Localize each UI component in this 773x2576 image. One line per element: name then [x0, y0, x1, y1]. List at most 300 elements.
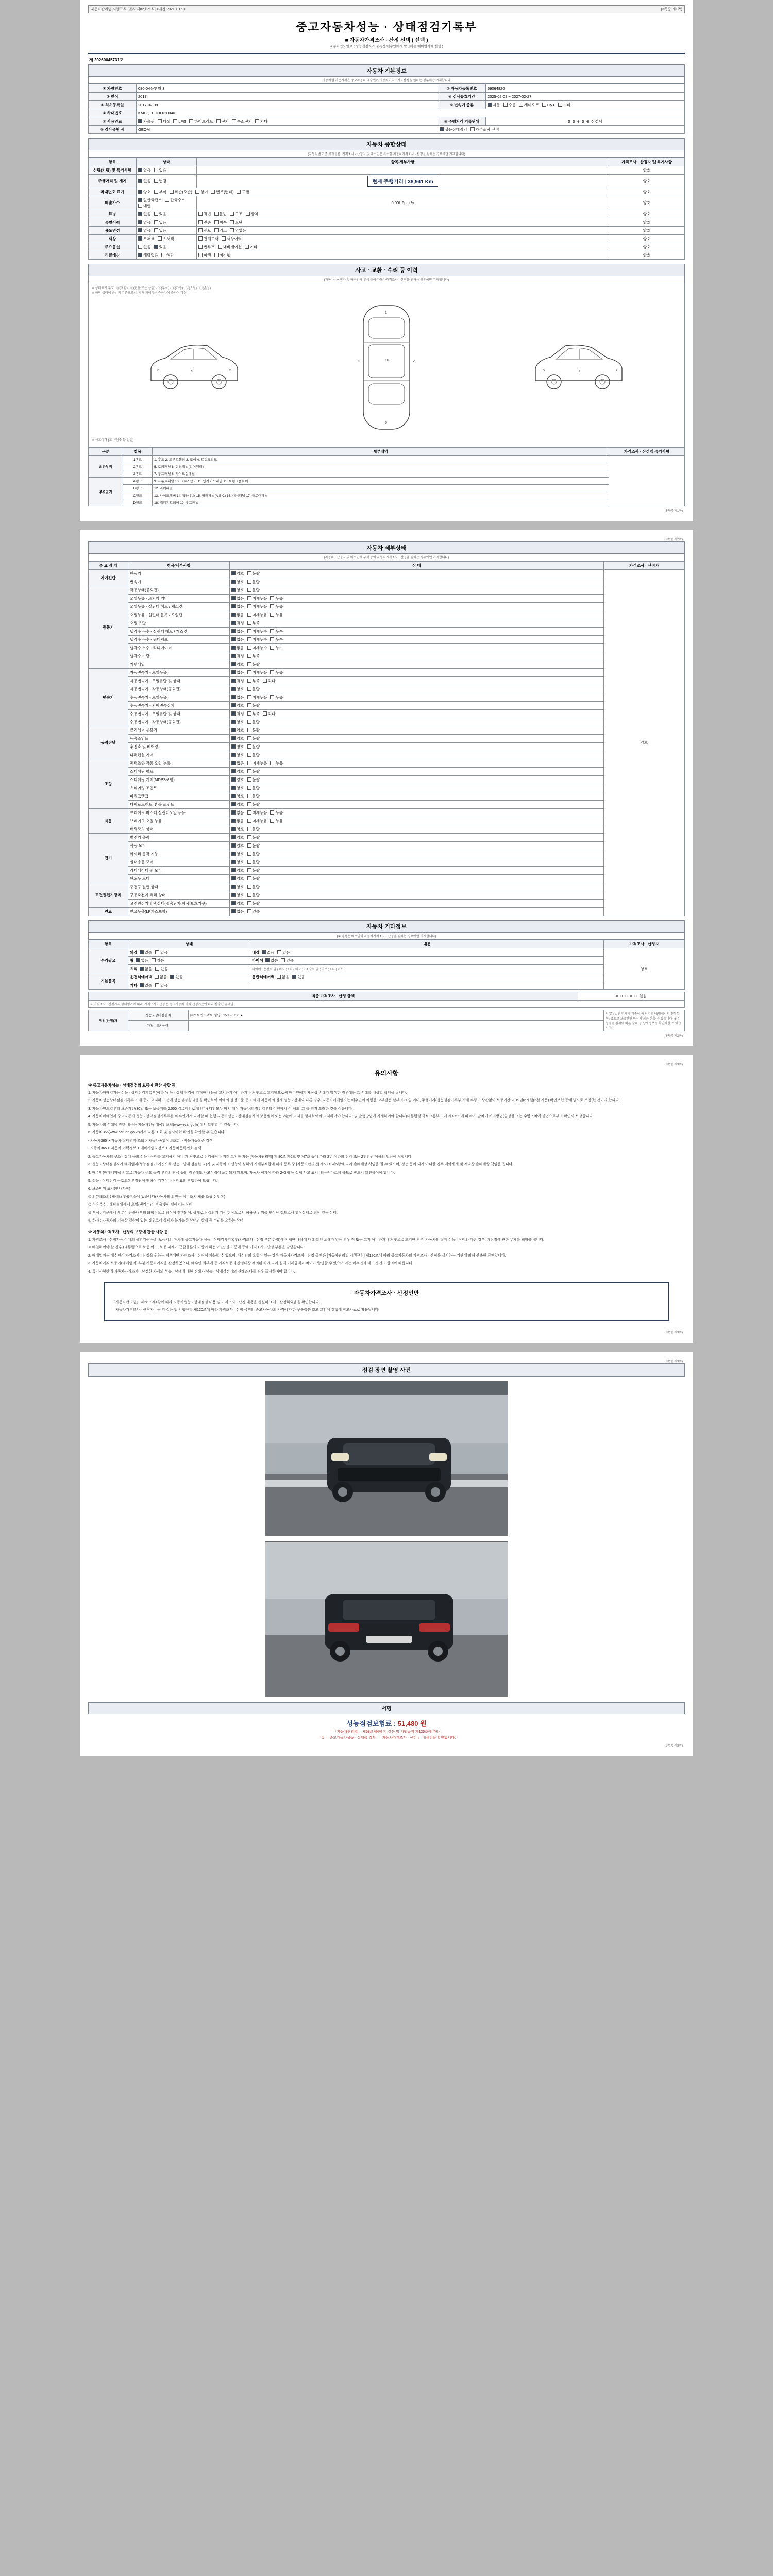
detail-item-state[interactable]: 양호 불량 [230, 800, 604, 808]
detail-item-label: 스티어링 기어(MDPS포함) [128, 775, 230, 784]
signer-group-label: 점검(산정)자 [89, 1010, 128, 1031]
overall-note-1: 양호 [609, 174, 685, 188]
detail-item-state[interactable]: 양호 불량 [230, 775, 604, 784]
detail-item-state[interactable]: 양호 불량 [230, 874, 604, 883]
table-row [89, 578, 685, 586]
table-row [89, 817, 685, 825]
signature-table [88, 1010, 685, 1031]
table-header-row [89, 447, 685, 455]
table-row [89, 109, 685, 117]
table-row [89, 188, 685, 196]
detail-item-state[interactable]: 양호 불량 [230, 883, 604, 891]
detail-item-label: 냉각수 누수 - 라디에이터 [128, 643, 230, 652]
section-title-basic: 자동차 기본정보 [88, 64, 685, 77]
table-row [89, 1000, 685, 1007]
detail-item-state[interactable]: 양호 불량 [230, 701, 604, 709]
table-row [89, 841, 685, 850]
document-description: 자동차인도일로 ( 성능점검자가 불특정 매수인에게 발급하는 매매업자에 한함 ) [330, 45, 443, 48]
table-row [89, 899, 685, 907]
photo-rear-illustration [265, 1542, 508, 1697]
notice-paragraph: 2. 중고자동차의 구조 · 장치 등의 성능 · 상태를 고지하지 아니 거 거짓으로 점검하거나 거짓 고지한 자는 [자동차관리법] 제 80조 제6호 및 제7조 등에 따라 2년 이하의 징역 또는 2천만원 이하의 벌금에 처합니다. [88, 1155, 413, 1159]
insurance-price-value: 51,480 원 [397, 1720, 427, 1728]
detail-group-4: 조향 [89, 759, 128, 808]
section-title-etc: 자동차 기타정보 [88, 920, 685, 933]
table-row [89, 166, 685, 174]
final-price-note: ※ 가격조사 · 산정가격 상태평가에 따라 '가격조사 · 산정'은 중고자동차 가격 산정기준에 따라 산출한 금액임 [89, 1000, 685, 1007]
table-row [89, 619, 685, 627]
etc-item-1b[interactable]: 타이어 없음 있음 [250, 956, 604, 964]
overall-col-0: 항목 [89, 158, 137, 166]
detail-item-label: 수동변속기 - 오일누유 [128, 693, 230, 701]
section-title-detail: 자동차 세부상태 [88, 541, 685, 554]
declaration-p0: 「자동차관리법」 제58조제4항에 따라 자동차성능 · 상태점검 내용 및 가격조사 · 산정 내용을 성실히 조사 · 산정하였음을 확인합니다. [112, 1300, 320, 1304]
detail-item-state[interactable]: 양호 불량 [230, 660, 604, 668]
detail-item-label: 변속기 [128, 578, 230, 586]
photo-front-illustration [265, 1381, 508, 1536]
price-summary-table [88, 992, 685, 1008]
table-row [89, 850, 685, 858]
table-row [89, 594, 685, 602]
detail-item-label: 실내송풍 모터 [128, 858, 230, 866]
etc-item-1[interactable]: 휠 없음 있음 [128, 956, 250, 964]
table-row [89, 477, 685, 484]
table-row [89, 218, 685, 226]
notice-paragraph: 6. 자동차365(www.car365.go.kr)에서 교통 조회 및 검사이력 확인을 확인할 수 있습니다. [88, 1131, 226, 1135]
detail-item-label: 배력장치 상태 [128, 825, 230, 833]
rank-level-3: A랭크 [123, 477, 153, 484]
etc-item-2[interactable]: 유리 없음 있음 [128, 964, 250, 973]
detail-item-label: 오일누유 - 로커암 커버 [128, 594, 230, 602]
section-note-detail: (자동차 · 산정자 및 매수인에 부식 등이 자동차가격조사 · 산정을 원하는 경우에만 기재합니다) [88, 554, 685, 561]
table-row [89, 964, 685, 973]
notice-paragraph: - 자동차365 > 자동차 이력정보 > 매매사업자정보 > 자동차등록번호 검색 [88, 1147, 201, 1151]
notice-paragraph: 3. 자동차가격 보증기(매매업자) 부분 자동차가격을 산정하였으나, 매수인 회부에 등 가격보증의 산정대상 제외된 바에 따라 실제 거래금액과 차이가 발생할 수 있으며 이는 매수인과 매도인 간의 합의에 따릅니다. [88, 1262, 414, 1266]
notice-paragraph: 4. 자동차매매업자 중고자동차 성능 · 상태점검기록부를 매수인에게 교지할 때 현행 자동차성능 · 상태점검자의 보증범위 또는교환에 고시를 함께하여야 고지하여야 합니다. 및 발행방법에 기재하여야 합니다(대통령령 국토교통부 고시 제4-5조에 따르며, 발치이 처리방법(일정한 또는 수량조치에 불법으로부터 확인이 보장합니다. [88, 1115, 594, 1119]
basic-label-4: ⑧ 사용연료 [89, 117, 137, 125]
table-row [89, 718, 685, 726]
detail-group-7: 고전원전기장치 [89, 883, 128, 907]
detail-item-label: 와이퍼 동작 기능 [128, 850, 230, 858]
overall-detail-6[interactable]: 렌트 리스 영업용 [197, 226, 609, 234]
basic-value-0: 080-04뉴엠월 3 [137, 84, 438, 92]
detail-col-1: 항목/세부사항 [128, 561, 230, 569]
rank-col-1: 항목 [123, 447, 153, 455]
detail-item-label: 스티어링 펌프 [128, 767, 230, 775]
overall-state-8[interactable]: 없음 있음 [137, 243, 197, 251]
basic-value-1b: 2025-02-08 ~ 2027-02-27 [486, 92, 685, 100]
table-row [89, 800, 685, 808]
overall-state-0[interactable]: 없음 있음 [137, 166, 197, 174]
detail-item-state[interactable]: 없음 미세누유 누유 [230, 611, 604, 619]
detail-item-state[interactable]: 적정 부족 [230, 652, 604, 660]
detail-item-state[interactable]: 양호 불량 [230, 899, 604, 907]
section-note-overall: (자동차법 기준 주행물론, 가격조사 · 산정자 및 매수인은 특수한 자동차가격조사 · 산정을 원하는 경우에만 기재합니다) [88, 150, 685, 158]
table-row [89, 210, 685, 218]
notice-paragraph: 4. 매수인(매매계약을 시고로 자동차 주요 골격 부위의 판금 등의 경우에도 사고이력에 포함되지 않으며, 자동차 평가에 따라 2~3개 등 실제 사고 표시 내용은 다르게 하므로 반드시 확인하여야 합니다. [88, 1171, 395, 1175]
detail-group-3: 동력전달 [89, 726, 128, 759]
detail-item-state[interactable]: 양호 불량 [230, 866, 604, 874]
detail-item-label: 등속조인트 [128, 734, 230, 742]
detail-item-label: 동력조향 작동 오일 누유 [128, 759, 230, 767]
mileage-value: 현재 주행거리 | 38,941 Km [367, 176, 438, 187]
form-meta-bar [88, 5, 685, 13]
red-note-1: 「 「자동차관리법」 제58조제4항 및 같은 법 시행규칙 제120조에 따라 」 [328, 1730, 445, 1734]
table-row [89, 709, 685, 718]
rank-level-6: D랭크 [123, 499, 153, 506]
rank-group-0: 외판부위 [89, 455, 123, 477]
page-foot-2: (3쪽중 제2쪽) [664, 1034, 683, 1038]
detail-item-state[interactable]: 양호 불량 [230, 578, 604, 586]
table-row [89, 569, 685, 578]
overall-state-6[interactable]: 없음 있음 [137, 226, 197, 234]
svg-text:10: 10 [385, 358, 389, 362]
rank-detail-3: 9. 프론트패널 10. 크로스멤버 11. 인사이드패널 11. 트렁크플로어 [153, 477, 609, 484]
table-header-row [89, 940, 685, 948]
detail-item-state[interactable]: 양호 불량 [230, 833, 604, 841]
notice-paragraph: 2. 자동차성능상태점검기록부 기재 등이 고지하기 전에 성능점검을 내용을 확인하여 이에의 설명기준 등의 매매 자동차의 실제 성능 · 상태와 다른 경우, 자동차매매업자는 매수인이 차량을 교부받은 날부터 30일 이내, 주행거리(성능점검기록부 기재 수량도 상관없이 보증기간 2019년(6개월(2천 기준) 확인보험 등에 별도로 보상(한 것이라 합니다. [88, 1099, 620, 1103]
notice-paragraph: 6. 보증범위 표시(안내사항) [88, 1187, 131, 1191]
detail-item-label: 파워크랭크 [128, 792, 230, 800]
detail-item-label: 냉각수 수량 [128, 652, 230, 660]
table-row [89, 668, 685, 676]
table-row [89, 784, 685, 792]
car-side-right-diagram [528, 336, 631, 398]
svg-text:3: 3 [157, 368, 159, 372]
basic-value-0b: 69064820 [486, 84, 685, 92]
svg-text:9: 9 [578, 369, 580, 374]
table-row [89, 635, 685, 643]
basic-value-1: 2017 [137, 92, 438, 100]
notice-paragraph: ④ 하자 : 자동차의 기능상 결함이 있는 경우로서 실제가 불가능한 상태의 상태 등 수리를 요하는 상태 [88, 1219, 244, 1223]
accident-rank-table [88, 447, 685, 506]
detail-item-label: 수동변속기 - 작동상태(공회전) [128, 718, 230, 726]
etc-item-4b [250, 981, 604, 989]
table-row [89, 734, 685, 742]
detail-item-state[interactable]: 없음 미세누수 누수 [230, 627, 604, 635]
notice-paragraph: 2. 매매업자는 매수인이 가격조사 · 산정을 원하는 경우에만 가격조사 · 산정이 가능할 수 있으며, 매수인의 요청이 있는 경우 자동차가격조사 · 산정 금액은 [자동차관리법 시행규칙] 제120조에 따라 중고자동차의 가격조사 · 산정을 실시하는 기관에 의해 산출한 금액입니다. [88, 1253, 506, 1258]
table-row [89, 100, 685, 109]
photo-section-title: 점검 장면 촬영 사진 [88, 1363, 685, 1377]
table-header-row [89, 158, 685, 166]
detail-item-label: 타이로드엔드 및 볼 조인트 [128, 800, 230, 808]
overall-state-1[interactable]: 없음 변경 [137, 174, 197, 188]
declaration-title: 자동차가격조사 · 산정인만 [354, 1290, 419, 1296]
basic-info-table [88, 84, 685, 134]
page-indicator-3: (3쪽중 제3쪽) [664, 1063, 683, 1066]
etc-col-3: 가격조사 · 산정자 [604, 940, 685, 948]
detail-item-state[interactable]: 양호 불량 [230, 685, 604, 693]
table-row [89, 726, 685, 734]
detail-item-state[interactable]: 양호 불량 [230, 767, 604, 775]
overall-detail-9[interactable]: 이행 미이행 [197, 251, 609, 259]
basic-label-1b: ④ 검사유효기간 [438, 92, 486, 100]
table-row [89, 174, 685, 188]
detail-col-3: 가격조사 · 산정자 [604, 561, 685, 569]
detail-item-label: 자동변속기 - 오일누유 [128, 668, 230, 676]
final-price-label: 최종 가격조사 · 산정 금액 [89, 992, 578, 1000]
detail-item-state[interactable]: 양호 불량 [230, 742, 604, 751]
rank-detail-0: 1. 후드 2. 프론트휀더 3. 도어 4. 트렁크리드 [153, 455, 609, 463]
section-note-accident: (자동차 · 산정자 및 매수인에 부식 등이 자동차가격조사 · 산정을 원하는 경우에만 기재합니다) [88, 276, 685, 283]
detail-group-2: 변속기 [89, 668, 128, 726]
table-row [89, 808, 685, 817]
overall-key-3: 배출가스 [89, 196, 137, 210]
notice-paragraph: ① 의(제8조의5제4호) 부품항목에 있습니다(자동차의 외전는 정비조치 제품 조립 산전통) [88, 1195, 225, 1199]
etc-item-3[interactable]: 운전석에어백 없음 있음 [128, 973, 250, 981]
etc-item-0b[interactable]: 내장 없음 있음 [250, 948, 604, 956]
detail-item-label: 수동변속기 - 기어변속장치 [128, 701, 230, 709]
table-row [89, 775, 685, 784]
table-row [89, 956, 685, 964]
overall-detail-7[interactable]: 전체도색 색상이력 [197, 234, 609, 243]
table-row [89, 226, 685, 234]
notice-paragraph: 1. 자동차매매업자는 성능 · 상태점검기록부(이하 "성능 · 상태 점검에 기재한 내용을 교지하기 아니하거나 거짓으로 고지할으로써 매수인에게 재산상 손해가 발생한 경우에는 그 손해를 배상할 책임을 집니다. [88, 1091, 407, 1095]
mileage-box [197, 174, 609, 188]
document-title: 중고자동차성능 · 상태점검기록부 [296, 21, 477, 33]
basic-value-5: GEOM [137, 125, 438, 133]
detail-item-state[interactable]: 양호 불량 [230, 718, 604, 726]
rank-level-2: 3랭크 [123, 470, 153, 477]
section-note-etc: (① 항목은 매수인이 자동차가격조사 · 산정을 원하는 경우에만 기재합니다) [88, 933, 685, 940]
detail-item-state[interactable]: 양호 불량 [230, 784, 604, 792]
overall-note-6: 양호 [609, 226, 685, 234]
detail-item-state[interactable]: 없음 미세누유 누유 [230, 594, 604, 602]
overall-key-7: 색상 [89, 234, 137, 243]
detail-state-table [88, 561, 685, 916]
table-row [89, 759, 685, 767]
overall-key-6: 용도변경 [89, 226, 137, 234]
overall-detail-5[interactable]: 전손 침수 도난 [197, 218, 609, 226]
signer-role-0: 성능 · 상태점검자 [128, 1010, 189, 1021]
detail-item-state[interactable]: 양호 불량 [230, 569, 604, 578]
detail-item-label: 원동기 [128, 569, 230, 578]
detail-item-state[interactable]: 양호 불량 [230, 734, 604, 742]
detail-item-state[interactable]: 없음 미세누유 누유 [230, 817, 604, 825]
notice-paragraph: - 자동차365 > 자동차 실태평가 조회 > 자동차종합이력조회 > 자동차등록증 검색 [88, 1139, 213, 1143]
detail-item-state[interactable]: 양호 불량 [230, 858, 604, 866]
insurance-price-label: 성능점검보험료 : [346, 1720, 398, 1728]
table-row [89, 492, 685, 499]
overall-state-5[interactable]: 없음 있음 [137, 218, 197, 226]
etc-item-4[interactable]: 기타 없음 있음 [128, 981, 250, 989]
detail-item-state[interactable]: 없음 미세누유 누유 [230, 668, 604, 676]
table-row [89, 196, 685, 210]
detail-item-state[interactable]: 양호 불량 [230, 792, 604, 800]
tire-note: 타이어 : 운전석 앞 ( 마모 ) / 뒤 ( 마모 ) · 조수석 앞 ( 마모 ) / 뒤 ( 마모 ) [250, 964, 604, 973]
table-row [89, 866, 685, 874]
table-row [89, 652, 685, 660]
detail-item-label: 오일누유 - 실린더 블록 / 오일팬 [128, 611, 230, 619]
table-row [89, 701, 685, 709]
sheet-2 [80, 530, 693, 1046]
car-side-left-diagram [142, 336, 245, 398]
notice-paragraph: 3. 성능 · 상태점검자가 매매업자(성능점검기 거짓으로 성능 · 상태 점검한 자(가 및 자동차의 성능이 심하여 지체부적합에 따라 등록 중 [자동차관리법] 제58조 제5항에 따라 손해배상 책임을 질 수 있으며, 성능 등이 되지 아니한 경우 계약해제 및 계약상 손해배상 책임을 집니다. [88, 1163, 514, 1167]
detail-item-state[interactable]: 없음 미세누유 누유 [230, 602, 604, 611]
overall-state-2[interactable]: 양호 부식 훼손(오손) 상이 변조(변타) 도말 [137, 188, 609, 196]
table-row [89, 234, 685, 243]
table-row [89, 833, 685, 841]
detail-item-label: 오일누유 - 실린더 헤드 / 개스킷 [128, 602, 230, 611]
etc-item-0[interactable]: 외장 없음 있음 [128, 948, 250, 956]
notice-paragraph: 5. 성능 · 상태점검 국토교통부장관이 인하여 기간이나 상태표의 방법하여 드립니다. [88, 1179, 217, 1183]
detail-item-label: 수동변속기 - 오일유량 및 상태 [128, 709, 230, 718]
detail-item-state[interactable]: 적정 부족 [230, 619, 604, 627]
table-row [89, 693, 685, 701]
detail-item-state[interactable]: 없음 미세누수 누수 [230, 643, 604, 652]
detail-item-state[interactable]: 양호 불량 [230, 850, 604, 858]
table-row [89, 858, 685, 866]
table-row [89, 825, 685, 833]
table-row [89, 484, 685, 492]
notice-paragraph: 4. 특기사항란에 자동차가격조사 · 산정한 가격의 성능 · 상태에 대한 견해가 상능 · 상태검점기의 견해와 다를 경우 표시하여야 합니다. [88, 1270, 295, 1274]
table-row [89, 792, 685, 800]
red-note-2: 「 1 」 중고자동차성능 · 상태를 검사, 「 자동차가격조사 · 산정 」 내용검을 확인합니다. [317, 1736, 456, 1740]
signer-value-0: ㈜오토인스펙트 성명 : 1533-0730 ▲ [189, 1010, 604, 1021]
table-row [89, 1010, 685, 1021]
page-foot-1: (3쪽중 제1쪽) [664, 509, 683, 513]
basic-label-2: ⑤ 최초등록일 [89, 100, 137, 109]
overall-detail-8[interactable]: 썬루프 내비게이션 기타 [197, 243, 609, 251]
document-subtitle: ■ 자동차가격조사 · 산정 선택 ( 선택 ) [345, 38, 428, 43]
table-row [89, 883, 685, 891]
detail-group-5: 제동 [89, 808, 128, 833]
etc-col-0: 항목 [89, 940, 128, 948]
svg-text:5: 5 [385, 421, 387, 425]
detail-item-state[interactable]: 양호 불량 [230, 841, 604, 850]
overall-state-3[interactable]: 일산화탄소 탄화수소매연 [137, 196, 197, 210]
section-note-basic: (자동차법 기준가격은 중고자동차 매수인이 자동차가격조사 · 산정을 원하는 경우에만 기재합니다) [88, 77, 685, 84]
overall-col-3: 가격조사 · 산정자 및 특기사항 [609, 158, 685, 166]
notice-paragraph-list-2 [88, 1237, 685, 1275]
etc-inspector-note: 양호 [604, 948, 685, 989]
overall-key-4: 튜닝 [89, 210, 137, 218]
basic-label-5: ⑩ 검사유형 시 [89, 125, 137, 133]
detail-item-label: 오일 유량 [128, 619, 230, 627]
detail-item-state[interactable]: 양호 불량 [230, 726, 604, 734]
etc-item-3b[interactable]: 동반석에어백 없음 있음 [250, 973, 604, 981]
basic-value-4b: 0 0 0 0 0 산정됨 [486, 117, 685, 125]
table-row [89, 751, 685, 759]
detail-item-label: 커먼레일 [128, 660, 230, 668]
table-row [89, 243, 685, 251]
detail-item-label: 브레이크 마스터 실린더오일 누유 [128, 808, 230, 817]
table-row [89, 470, 685, 477]
rank-level-5: C랭크 [123, 492, 153, 499]
table-row [89, 1021, 685, 1031]
overall-state-4[interactable]: 없음 있음 [137, 210, 197, 218]
page-indicator-2: (3쪽중 제2쪽) [664, 538, 683, 541]
detail-item-label: 윈도우 모터 [128, 874, 230, 883]
notice-paragraph: 1. 가격조사 · 산정자는 이에의 설명기준 등의 보증기의 마쳐에 중고자동차 성능 · 상태검사기록부(가격조사 · 산정 부분 한정)에 기재한 내용에 대해 확인 오해가 있는 경우 적 또는 고지 아니하거나 거짓으로 고지한 경우, 자동차의 실제 성능 · 상태와 다른 경우, 계산점에 관한 무게를 책임을 집니다. [88, 1238, 544, 1242]
detail-item-state[interactable]: 양호 불량 [230, 891, 604, 899]
fuel-options[interactable]: 가솔린 디젤 LPG 하이브리드 전기 수소전기 기타 [137, 117, 438, 125]
rank-col-0: 구분 [89, 447, 123, 455]
notice-heading-1: ※ 중고자동차성능 · 상태점검의 보증에 관한 사항 등 [88, 1082, 176, 1088]
detail-item-label: 연료누출(LP가스포함) [128, 907, 230, 916]
signer-value-1 [189, 1021, 604, 1031]
detail-item-state[interactable]: 양호 불량 [230, 751, 604, 759]
basic-value-3: KMHQLEDHL020040 [137, 109, 685, 117]
table-row [89, 117, 685, 125]
detail-item-label: 시동 모터 [128, 841, 230, 850]
detail-item-state[interactable]: 없음 미세누유 누유 [230, 693, 604, 701]
detail-item-state[interactable]: 적정 부족 과다 [230, 676, 604, 685]
table-row [89, 455, 685, 463]
table-row [89, 874, 685, 883]
inspect-type-options[interactable]: 성능상태점검 가격조사·산정 [438, 125, 685, 133]
transmission-options[interactable]: 자동 수동 세미오토 CVT 기타 [486, 100, 685, 109]
detail-item-state[interactable]: 없음 있음 [230, 907, 604, 916]
page-foot-3: (3쪽중 제3쪽) [664, 1331, 683, 1335]
accident-diagram [88, 283, 685, 447]
table-row [89, 907, 685, 916]
detail-item-state[interactable]: 없음 미세누수 누수 [230, 635, 604, 643]
detail-item-state[interactable]: 양호 불량 [230, 825, 604, 833]
overall-key-1: 주행거리 및 계기 [89, 174, 137, 188]
insurance-price-line [88, 1714, 685, 1729]
detail-item-state[interactable]: 없음 미세누유 누유 [230, 759, 604, 767]
svg-text:5: 5 [229, 368, 231, 372]
overall-col-1: 상태 [137, 158, 197, 166]
notice-paragraph: 5. 자동차의 손해에 관한 내용은 자동차민원대국민포털(www.ecar.go.kr)에서 확인할 수 있습니다. [88, 1123, 239, 1127]
table-row [89, 676, 685, 685]
table-row [89, 627, 685, 635]
table-row [89, 973, 685, 981]
diagram-legend-2: ※ 하단 상태에 순번의 기준으로서, 기재 위해적은 승용차에 준하여 작성 [92, 292, 187, 295]
overall-detail-3: 0.00L 5pm % [197, 196, 609, 210]
rank-detail-4: 12. 리어패널 [153, 484, 609, 492]
table-row [89, 643, 685, 652]
declaration-p1: 「자동차가격조사 · 산정자」는 위 같은 법 시행규칙 제120조에 따라 가격조사 · 산정 금액의 중고자동차의 가격에 대한 구속력은 없고 교환에 경험에 참고자료로 활용됩니다. [112, 1308, 380, 1312]
detail-item-state[interactable]: 없음 미세누유 누유 [230, 808, 604, 817]
overall-detail-4[interactable]: 적법 불법 구조 장치 [197, 210, 609, 218]
overall-state-7[interactable]: 무채색 유채색 [137, 234, 197, 243]
table-row [89, 767, 685, 775]
detail-item-label: 고전원전기배선 상태(접속단자,피복,보호기구) [128, 899, 230, 907]
etc-group-standard: 기본품목 [89, 973, 128, 989]
rank-level-4: B랭크 [123, 484, 153, 492]
overall-note-8: 양호 [609, 243, 685, 251]
notice-paragraph: 3. 자동차인도일부터 보증기간(30일 또는 보증거리(2,000 킬로미터로 할인다) 다만모두 마쳐 대상 자동차의 점검일부터 이전까지 이 제외, 그 중 먼저 도래한 것을 이릅니다. [88, 1107, 353, 1111]
overall-note-4: 양호 [609, 210, 685, 218]
accident-inspector-note [609, 455, 685, 506]
detail-item-state[interactable]: 양호 불량 [230, 586, 604, 594]
overall-state-table [88, 158, 685, 260]
declaration-box [104, 1282, 669, 1321]
final-price-value: 0 0 0 0 0 천원 [578, 992, 685, 1000]
sheet-4 [80, 1352, 693, 1756]
table-row [89, 948, 685, 956]
detail-item-state[interactable]: 적정 부족 과다 [230, 709, 604, 718]
detail-item-label: 구동축전지 격리 상태 [128, 891, 230, 899]
basic-label-3: ⑦ 차대번호 [89, 109, 137, 117]
table-row [89, 981, 685, 989]
overall-note-9: 양호 [609, 251, 685, 259]
etc-col-1: 상태 [128, 940, 250, 948]
overall-note-3: 양호 [609, 196, 685, 210]
inspection-photo-front [265, 1381, 508, 1536]
overall-state-9[interactable]: 해당없음 해당 [137, 251, 197, 259]
accident-sector-note: ※ 사고이력 (교차/침수 등 점검) [92, 438, 134, 442]
table-row [89, 602, 685, 611]
svg-text:2: 2 [358, 359, 360, 363]
rank-col-3: 가격조사 · 산정액 특기사항 [609, 447, 685, 455]
sheet-3 [80, 1055, 693, 1343]
overall-note-5: 양호 [609, 218, 685, 226]
section-title-overall: 자동차 종합상태 [88, 138, 685, 150]
table-row [89, 611, 685, 619]
company-note: 의(業) 법인 명세의 기술이 특론 검결서(명세서의 첨부항목) 중요교 보증전인 한성의 최근 산출 수 있음니다. ※ 성능점검 결과에 따른 수치 등 상세정보를 확인하실 수 있습니다. [604, 1010, 685, 1031]
